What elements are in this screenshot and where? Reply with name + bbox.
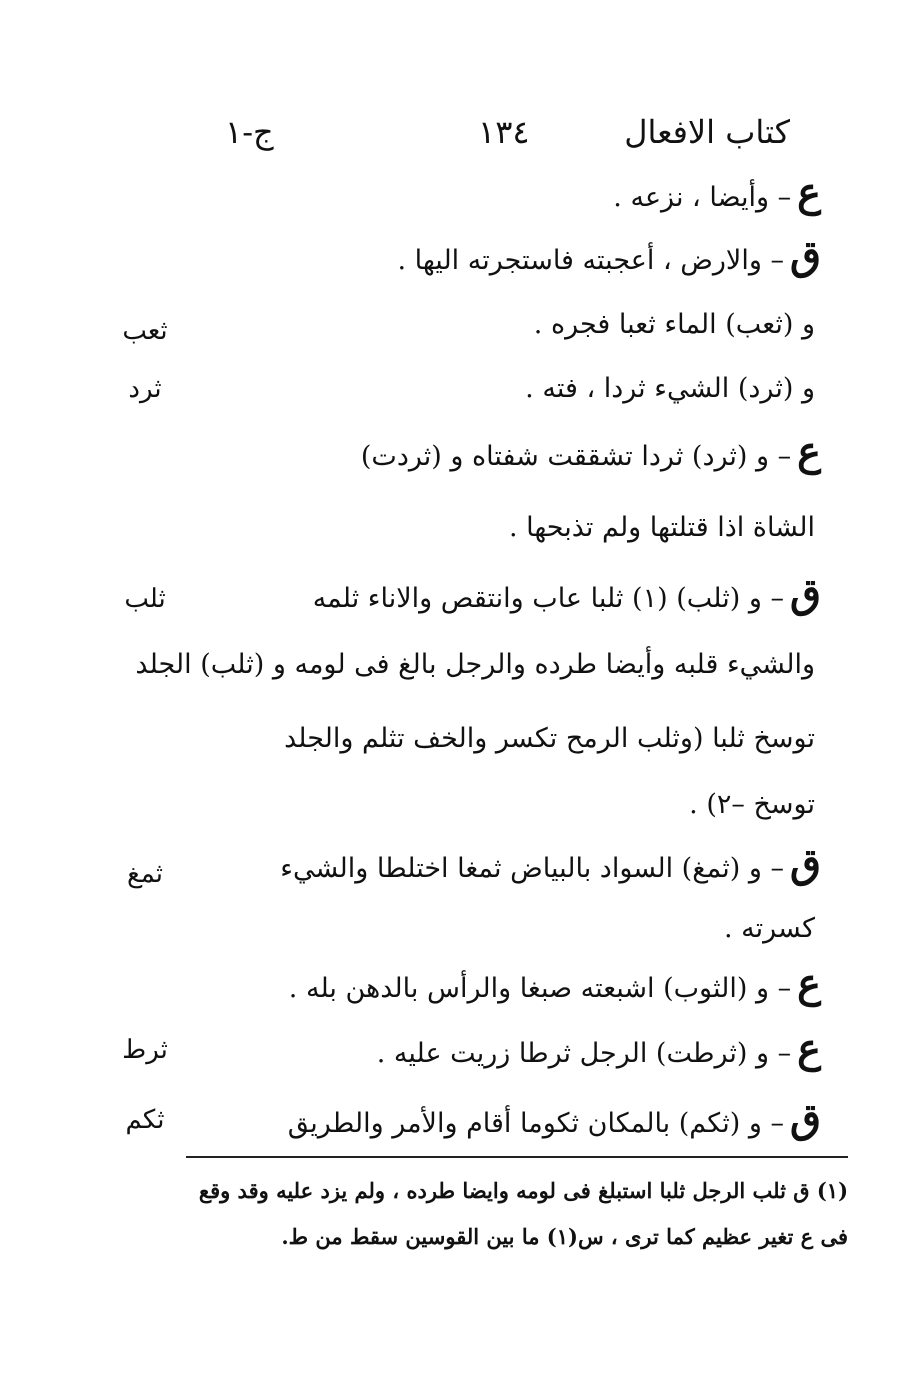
text-line (724, 896, 821, 952)
line-text: – و (ثكم) بالمكان ثكوما أقام والأمر والطريق (287, 1108, 784, 1139)
text-line (289, 956, 821, 1012)
text-line (200, 1091, 821, 1147)
text-line (613, 165, 821, 221)
volume-label: ج-١ (225, 113, 274, 151)
line-text: – وأيضا ، نزعه . (613, 182, 792, 213)
source-marker: ق (789, 1095, 821, 1142)
text-line (509, 495, 821, 551)
line-text: والشيء قلبه وأيضا طرده والرجل بالغ فى لومه و (ثلب) الجلد (135, 649, 815, 680)
text-line (200, 836, 821, 892)
footnote-divider (186, 1156, 848, 1158)
source-marker: ق (789, 570, 821, 617)
line-text: و (ثعب) الماء ثعبا فجره . (533, 309, 815, 340)
line-text: توسخ –٢) . (689, 789, 815, 820)
margin-root-word: ثمغ (126, 859, 164, 889)
line-text: – والارض ، أعجبته فاستجرته اليها . (397, 245, 784, 276)
margin-root-word: ثرط (122, 1035, 168, 1065)
text-line (525, 356, 821, 412)
line-text: – و (ثمغ) السواد بالبياض ثمغا اختلطا والشيء (280, 853, 784, 884)
line-text: كسرته . (724, 913, 815, 944)
margin-root-word: ثعب (122, 316, 168, 346)
text-line (534, 292, 821, 348)
source-marker: ق (789, 840, 821, 887)
source-marker: ع (797, 428, 821, 475)
text-line (135, 632, 821, 688)
source-marker: ع (797, 960, 821, 1007)
line-text: – و (ثرد) ثردا تشققت شفتاه و (ثردت) (360, 441, 792, 472)
text-line (200, 706, 821, 762)
footnote-line: فى ع تغير عظيم كما ترى ، س(١) ما بين القوسين سقط من ط. (281, 1224, 848, 1249)
book-title: كتاب الافعال (624, 113, 790, 151)
source-marker: ق (789, 232, 821, 279)
line-text: توسخ ثلبا (وثلب الرمح تكسر والخف تثلم والجلد (284, 723, 815, 754)
text-line (689, 772, 821, 828)
source-marker: ع (797, 1025, 821, 1072)
page-header (215, 108, 790, 156)
text-line (200, 424, 821, 480)
line-text: – و (ثرطت) الرجل ثرطا زريت عليه . (376, 1038, 792, 1069)
text-line (397, 228, 821, 284)
text-line (377, 1021, 821, 1077)
page-number: ١٣٤ (478, 113, 530, 151)
source-marker: ع (797, 169, 821, 216)
line-text: الشاة اذا قتلتها ولم تذبحها . (508, 512, 815, 543)
margin-root-word: ثلب (124, 584, 166, 614)
text-line (200, 566, 821, 622)
margin-root-word: ثكم (125, 1105, 165, 1135)
line-text: – و (ثلب) (١) ثلبا عاب وانتقص والاناء ثلمه (312, 583, 784, 614)
line-text: و (ثرد) الشيء ثردا ، فته . (525, 373, 815, 404)
margin-root-word: ثرد (128, 374, 162, 404)
line-text: – و (الثوب) اشبعته صبغا والرأس بالدهن بله . (288, 973, 792, 1004)
footnote-line: (١) ق ثلب الرجل ثلبا استبلغ فى لومه وايضا طرده ، ولم يزد عليه وقد وقع (198, 1178, 848, 1203)
